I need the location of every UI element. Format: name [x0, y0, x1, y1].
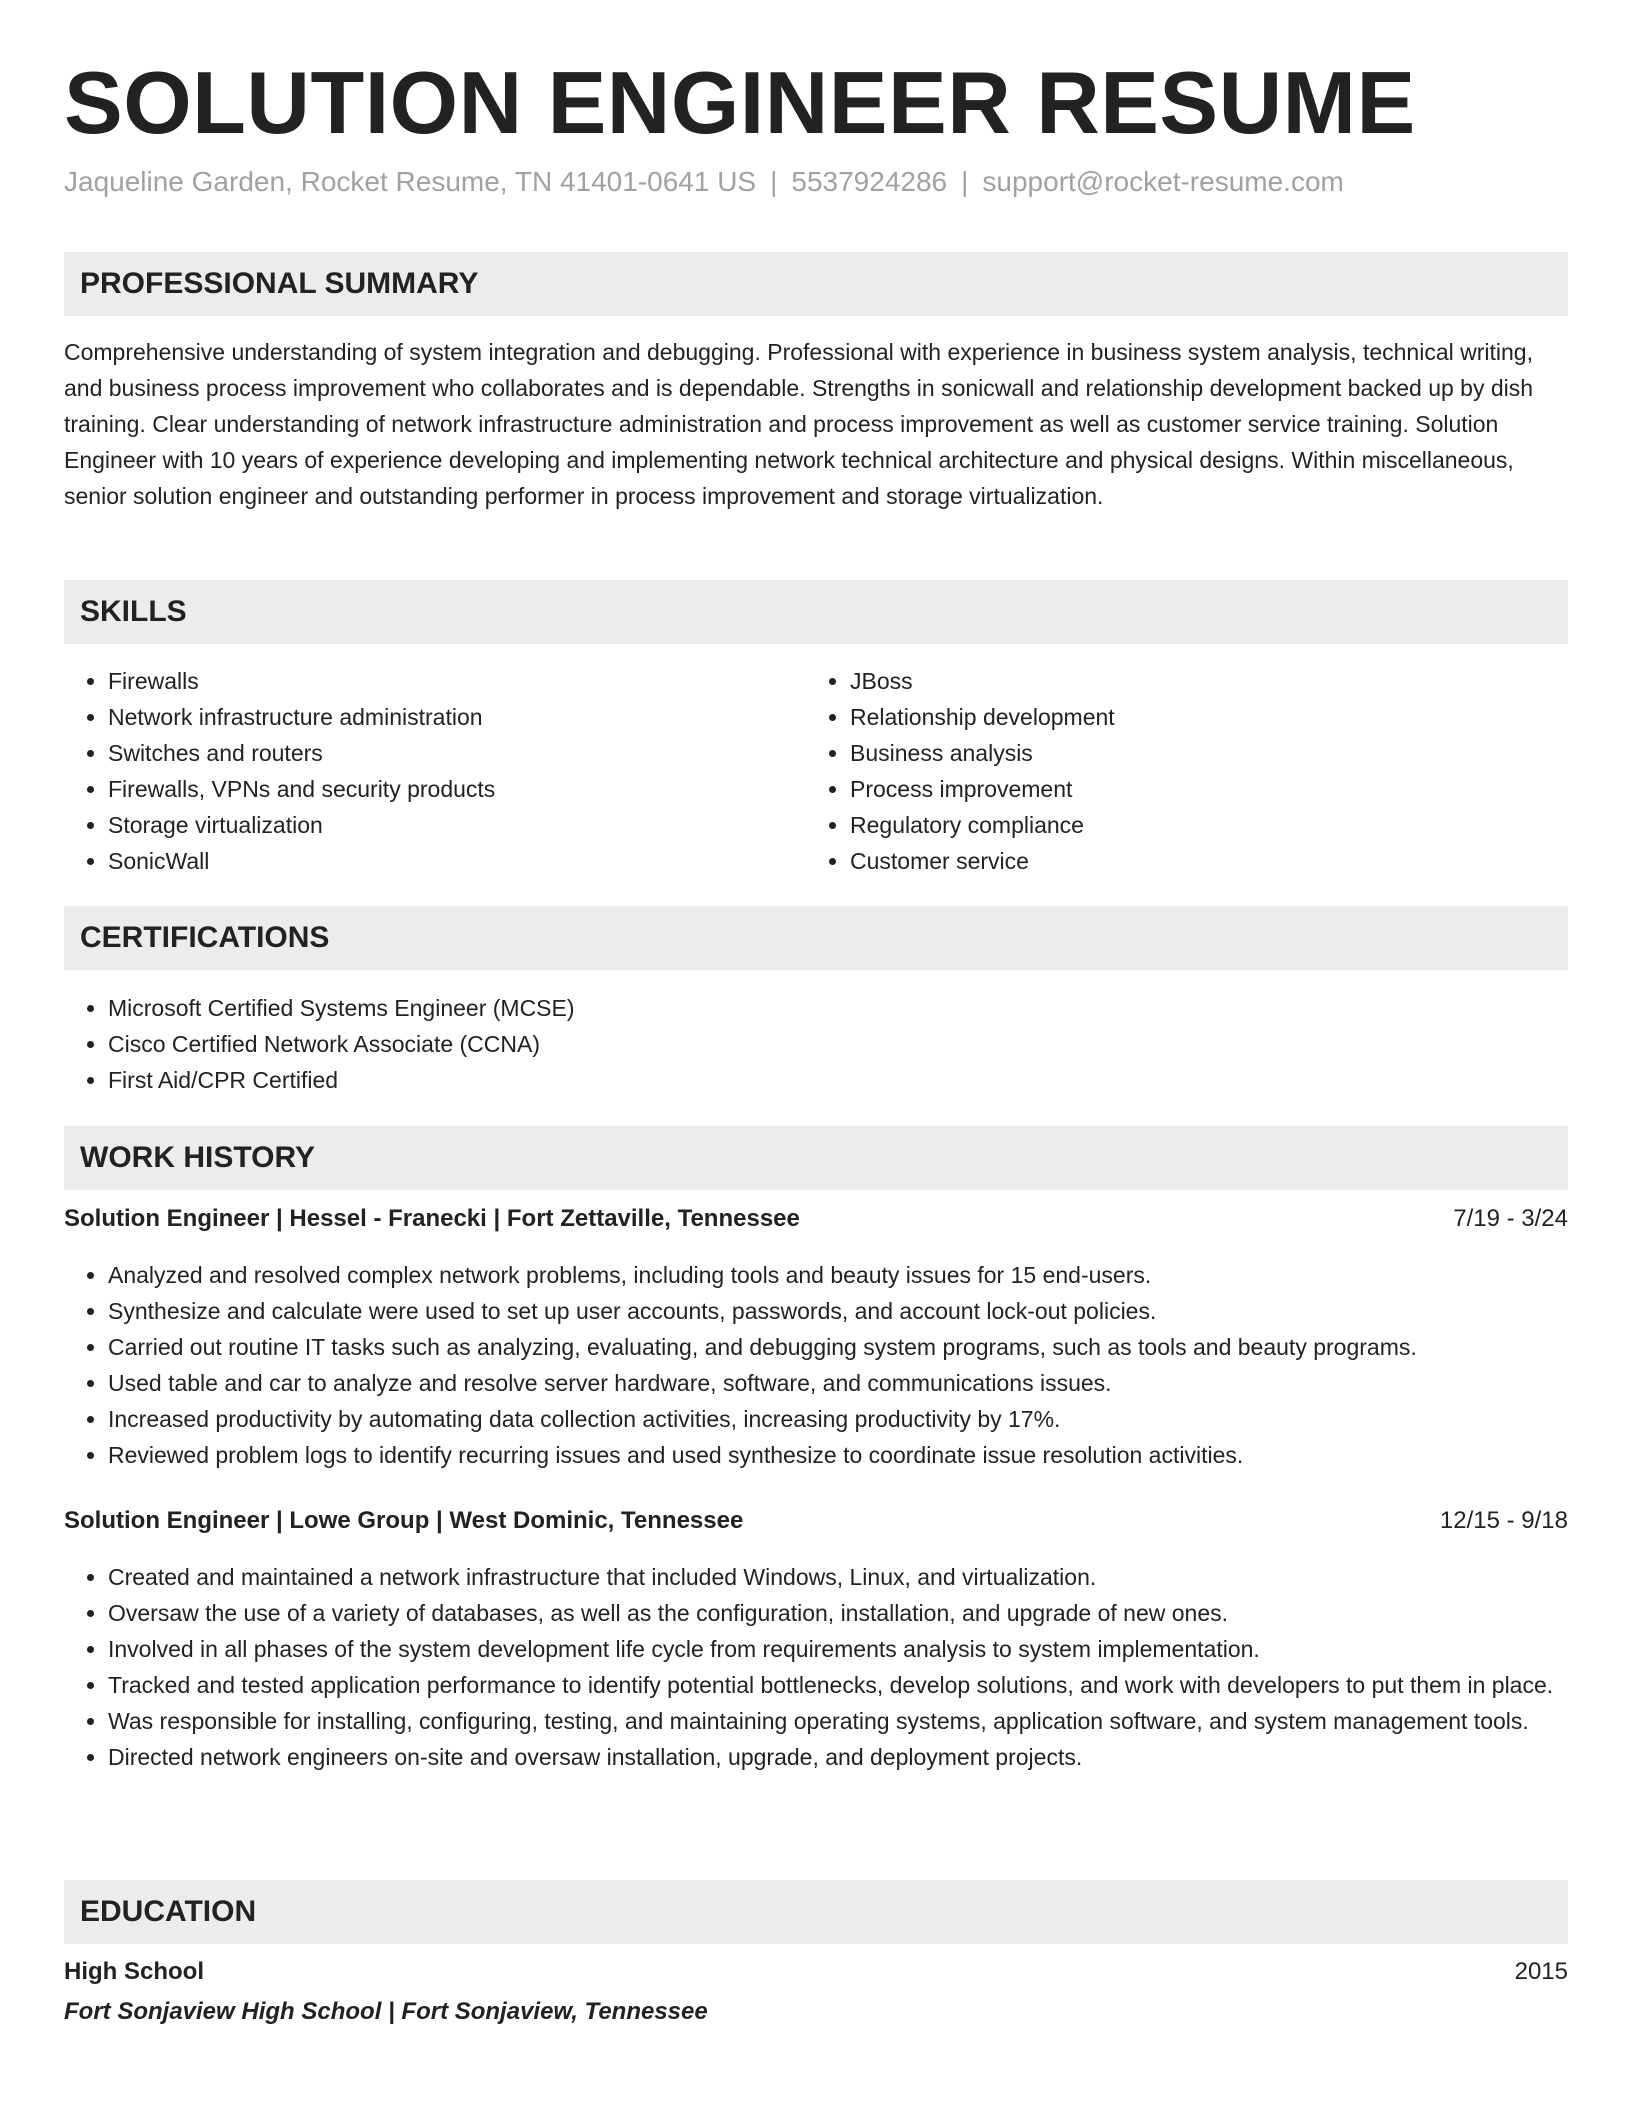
- skill-item: • Storage virtualization: [108, 807, 764, 843]
- contact-address: Jaqueline Garden, Rocket Resume, TN 41401-0641 US: [64, 166, 757, 197]
- job-bullet: • Used table and car to analyze and resolve server hardware, software, and communications issues.: [108, 1365, 1568, 1401]
- skill-item: • Process improvement: [850, 771, 1546, 807]
- certifications-list: [64, 990, 1264, 1098]
- skill-item: • Firewalls, VPNs and security products: [108, 771, 764, 807]
- job-dates: 7/19 - 3/24: [1453, 1205, 1568, 1232]
- section-header-certifications: [64, 906, 1568, 970]
- skill-item: • Relationship development: [850, 699, 1546, 735]
- skill-item: • SonicWall: [108, 843, 764, 879]
- skill-item: • JBoss: [850, 663, 1546, 699]
- section-header-skills: [64, 580, 1568, 644]
- skill-item: • Business analysis: [850, 735, 1546, 771]
- job-header: [64, 1507, 1568, 1535]
- job-bullet: • Involved in all phases of the system development life cycle from requirements analysis to system implementation.: [108, 1631, 1568, 1667]
- resume-title: SOLUTION ENGINEER RESUME: [64, 53, 1416, 152]
- job-header: [64, 1205, 1568, 1233]
- certification-item: • First Aid/CPR Certified: [108, 1062, 1264, 1098]
- contact-separator: |: [961, 166, 969, 197]
- certification-item: • Microsoft Certified Systems Engineer (MCSE): [108, 990, 1264, 1026]
- job-bullets: [64, 1257, 1568, 1473]
- section-header-work-history: [64, 1126, 1568, 1190]
- job-title: Solution Engineer | Hessel - Franecki | Fort Zettaville, Tennessee: [64, 1205, 800, 1232]
- summary-text: Comprehensive understanding of system integration and debugging. Professional with experience in business system analysis, technical writing, and business process improvement who collaborates and is dependable. Strengths in sonicwall and relationship development backed up by dish training. Clear understanding of network infrastructure administration and process improvement as well as customer service training. Solution Engineer with 10 years of experience developing and implementing network technical architecture and physical designs. Within miscellaneous, senior solution engineer and outstanding performer in process improvement and storage virtualization.: [64, 339, 1534, 509]
- education-year: 2015: [1514, 1958, 1568, 1985]
- certification-item: • Cisco Certified Network Associate (CCNA): [108, 1026, 1264, 1062]
- section-header-education: [64, 1880, 1568, 1944]
- section-title: CERTIFICATIONS: [80, 921, 330, 954]
- education-header: [64, 1958, 1568, 1986]
- contact-phone: 5537924286: [791, 166, 948, 197]
- skills-column-right: [806, 663, 1546, 879]
- job-bullet: • Reviewed problem logs to identify recurring issues and used synthesize to coordinate issue resolution activities.: [108, 1437, 1568, 1473]
- section-title: SKILLS: [80, 595, 187, 628]
- job-title: Solution Engineer | Lowe Group | West Dominic, Tennessee: [64, 1507, 744, 1534]
- job-bullet: • Tracked and tested application performance to identify potential bottlenecks, develop solutions, and work with developers to put them in place.: [108, 1667, 1568, 1703]
- job-bullet: • Was responsible for installing, configuring, testing, and maintaining operating systems, application software, and system management tools.: [108, 1703, 1568, 1739]
- contact-separator: |: [770, 166, 778, 197]
- education-school: Fort Sonjaview High School | Fort Sonjaview, Tennessee: [64, 1998, 708, 2025]
- job-bullet: • Directed network engineers on-site and oversaw installation, upgrade, and deployment projects.: [108, 1739, 1568, 1775]
- skill-item: • Customer service: [850, 843, 1546, 879]
- education-degree: High School: [64, 1958, 204, 1985]
- job-bullet: • Oversaw the use of a variety of databases, as well as the configuration, installation, and upgrade of new ones.: [108, 1595, 1568, 1631]
- skill-item: • Network infrastructure administration: [108, 699, 764, 735]
- section-title: EDUCATION: [80, 1895, 257, 1928]
- job-bullet: • Carried out routine IT tasks such as analyzing, evaluating, and debugging system programs, such as tools and beauty programs.: [108, 1329, 1568, 1365]
- contact-line: [64, 166, 1344, 198]
- skill-item: • Regulatory compliance: [850, 807, 1546, 843]
- job-bullet: • Increased productivity by automating data collection activities, increasing productivity by 17%.: [108, 1401, 1568, 1437]
- job-bullet: • Analyzed and resolved complex network problems, including tools and beauty issues for 15 end-users.: [108, 1257, 1568, 1293]
- section-title: PROFESSIONAL SUMMARY: [80, 267, 479, 300]
- job-dates: 12/15 - 9/18: [1439, 1507, 1568, 1534]
- job-bullet: • Created and maintained a network infrastructure that included Windows, Linux, and virtualization.: [108, 1559, 1568, 1595]
- job-bullets: [64, 1559, 1568, 1775]
- skill-item: • Firewalls: [108, 663, 764, 699]
- skill-item: • Switches and routers: [108, 735, 764, 771]
- section-title: WORK HISTORY: [80, 1141, 316, 1174]
- contact-email: support@rocket-resume.com: [982, 166, 1344, 197]
- skills-column-left: [64, 663, 764, 879]
- section-header-summary: [64, 252, 1568, 316]
- job-bullet: • Synthesize and calculate were used to set up user accounts, passwords, and account lock-out policies.: [108, 1293, 1568, 1329]
